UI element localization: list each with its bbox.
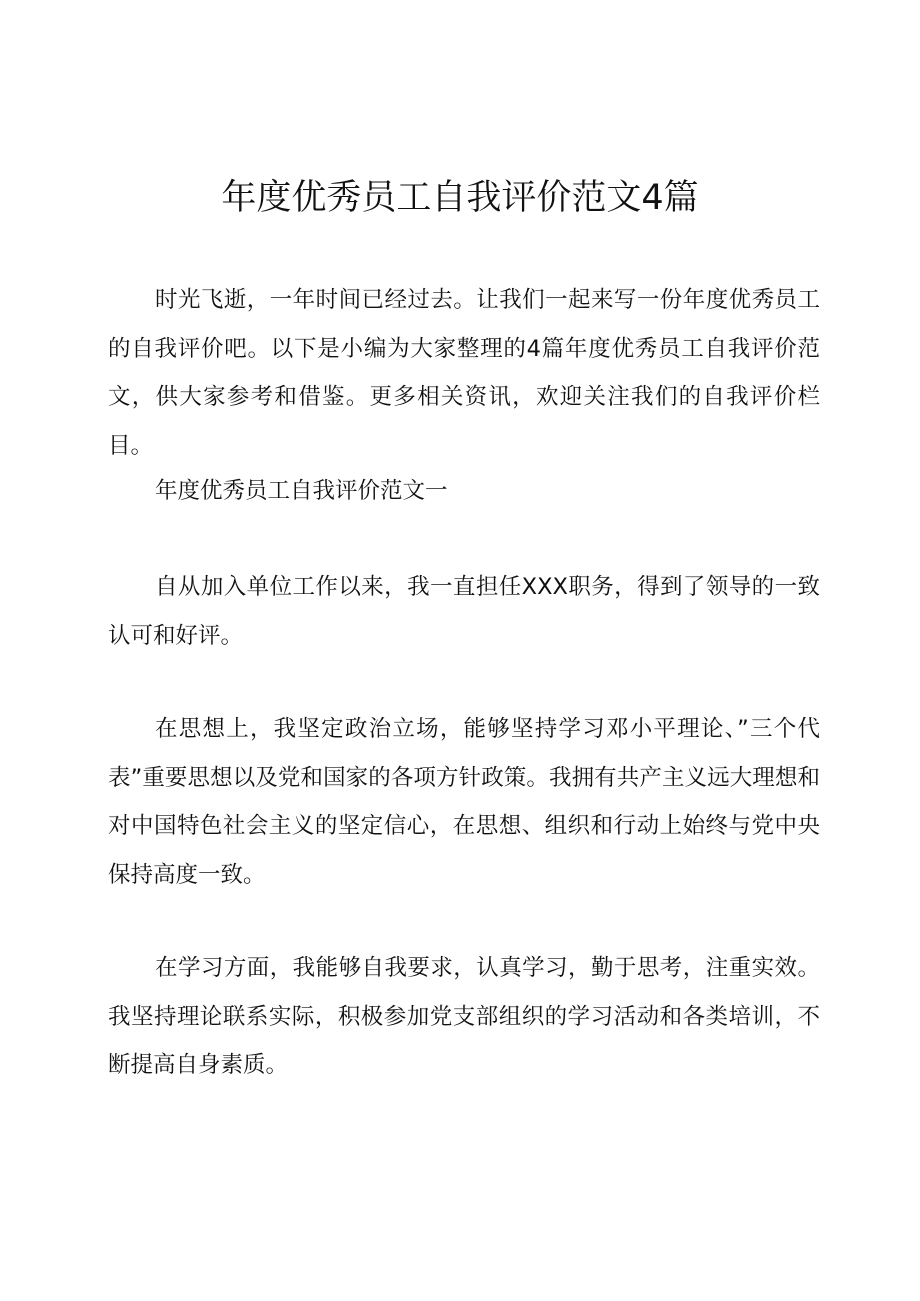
body-paragraph: 在思想上，我坚定政治立场，能够坚持学习邓小平理论、”三个代表”重要思想以及党和国家的各项方针政策。我拥有共产主义远大理想和对中国特色社会主义的坚定信心，在思想、组织和行动上始终与党中央保持高度一致。 <box>108 716 820 888</box>
body-paragraph: 在学习方面，我能够自我要求，认真学习，勤于思考，注重实效。我坚持理论联系实际，积极参加党支部组织的学习活动和各类培训，不断提高自身素质。 <box>108 955 820 1078</box>
body-paragraph: 自从加入单位工作以来，我一直担任XXX职务，得到了领导的一致认可和好评。 <box>108 574 820 649</box>
intro-paragraph: 时光飞逝，一年时间已经过去。让我们一起来写一份年度优秀员工的自我评价吧。以下是小编为大家整理的4篇年度优秀员工自我评价范文，供大家参考和借鉴。更多相关资讯，欢迎关注我们的自我评价栏目。 <box>108 287 820 459</box>
document-title: 年度优秀员工自我评价范文4篇 <box>221 178 699 218</box>
section-heading: 年度优秀员工自我评价范文一 <box>155 478 448 504</box>
